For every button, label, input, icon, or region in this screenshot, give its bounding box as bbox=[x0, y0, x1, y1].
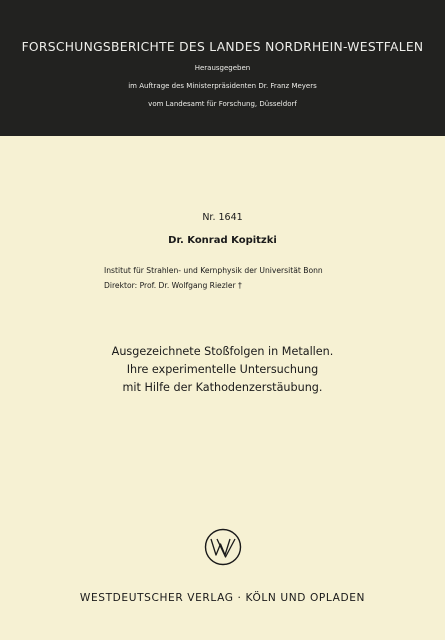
series-title: FORSCHUNGSBERICHTE DES LANDES NORDRHEIN-WESTFALEN bbox=[21, 40, 424, 54]
editor-line-1: Herausgegeben bbox=[194, 64, 251, 72]
book-title bbox=[0, 343, 445, 397]
editor-line-2: im Auftrage des Ministerpräsidenten Dr. Franz Meyers bbox=[128, 82, 317, 90]
editor-line-3: vom Landesamt für Forschung, Düsseldorf bbox=[148, 100, 297, 108]
title-line-2: Ihre experimentelle Untersuchung bbox=[126, 363, 319, 376]
author-name: Dr. Konrad Kopitzki bbox=[168, 235, 277, 246]
title-line-3: mit Hilfe der Kathodenzerstäubung. bbox=[122, 381, 323, 394]
publisher-line: WESTDEUTSCHER VERLAG · KÖLN UND OPLADEN bbox=[79, 592, 366, 604]
title-line-1: Ausgezeichnete Stoßfolgen in Metallen. bbox=[111, 345, 334, 358]
institute-line-1: Institut für Strahlen- und Kernphysik der Universität Bonn bbox=[104, 266, 323, 275]
institute-block bbox=[104, 263, 323, 293]
wv-publisher-logo-icon bbox=[204, 528, 242, 566]
institute-line-2: Direktor: Prof. Dr. Wolfgang Riezler † bbox=[104, 281, 242, 290]
report-number: Nr. 1641 bbox=[202, 212, 243, 223]
cover-header-band bbox=[0, 0, 445, 136]
